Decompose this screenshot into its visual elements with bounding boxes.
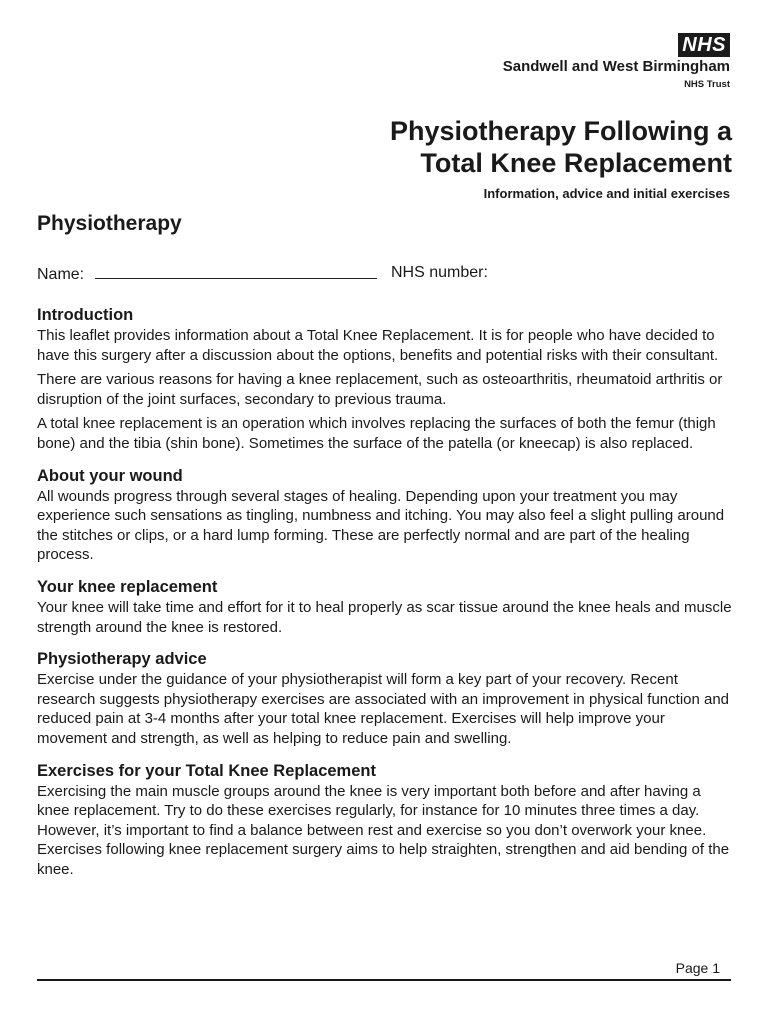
nhs-number-field	[391, 264, 494, 282]
section	[37, 649, 737, 748]
document-subtitle: Information, advice and initial exercises	[483, 186, 730, 201]
section-heading: Your knee replacement	[37, 577, 218, 596]
paragraph: Exercise under the guidance of your physiotherapist will form a key part of your recovery. Recent research suggests physiotherapy exercises are associated with an improvement in physical function and reduced pain at 3-4 months after your total knee replacement. Exercises will help improve your movement and strength, as well as helping to reduce pain and swelling.	[37, 671, 730, 747]
name-label: Name:	[37, 266, 85, 283]
name-field	[37, 264, 377, 284]
paragraph: This leaflet provides information about a Total Knee Replacement. It is for people who have decided to have this surgery after a discussion about the options, benefits and potential risks with their consultant.	[37, 327, 719, 364]
paragraph: All wounds progress through several stages of healing. Depending upon your treatment you may experience such sensations as tingling, numbness and itching. You may also feel a slight pulling around the stitches or clips, or a hard lump forming. These are perfectly normal and are part of the healing process.	[37, 487, 725, 564]
document-title	[390, 115, 732, 179]
section	[37, 577, 737, 637]
footer-divider	[37, 979, 731, 981]
title-line-1: Physiotherapy Following a	[389, 116, 732, 146]
section-heading: Physiotherapy advice	[37, 650, 207, 669]
nhs-number-label: NHS number:	[391, 264, 488, 281]
document-body	[37, 305, 737, 891]
page-number: Page 1	[675, 960, 720, 976]
section	[37, 305, 737, 454]
trust-subtitle: NHS Trust	[684, 79, 730, 90]
trust-name: Sandwell and West Birmingham	[502, 58, 730, 75]
paragraph: Your knee will take time and effort for it to heal properly as scar tissue around the knee heals and muscle strength around the knee is restored.	[37, 598, 732, 636]
section-heading: Introduction	[37, 306, 134, 324]
department-heading: Physiotherapy	[37, 212, 182, 235]
title-line-2: Total Knee Replacement	[420, 148, 732, 178]
section	[37, 761, 737, 880]
paragraph: Exercising the main muscle groups around the knee is very important both before and after having a knee replacement. Try to do these exercises regularly, for instance for 10 minutes three times a day. However, it’s important to find a balance between rest and exercise so you don’t overwork your knee. Exercises following knee replacement surgery aims to help straighten, strengthen and aid bending of the knee.	[37, 782, 730, 878]
paragraph: A total knee replacement is an operation which involves replacing the surfaces of both the femur (thigh bone) and the tibia (shin bone). Sometimes the surface of the patella (or kneecap) is also replaced.	[37, 415, 716, 452]
section	[37, 466, 737, 565]
section-heading: Exercises for your Total Knee Replacement	[37, 761, 376, 780]
paragraph: There are various reasons for having a knee replacement, such as osteoarthritis, rheumatoid arthritis or disruption of the joint surfaces, secondary to previous trauma.	[37, 371, 723, 408]
name-blank-line	[95, 264, 377, 279]
section-heading: About your wound	[37, 466, 183, 485]
nhs-logo: NHS	[678, 33, 730, 57]
